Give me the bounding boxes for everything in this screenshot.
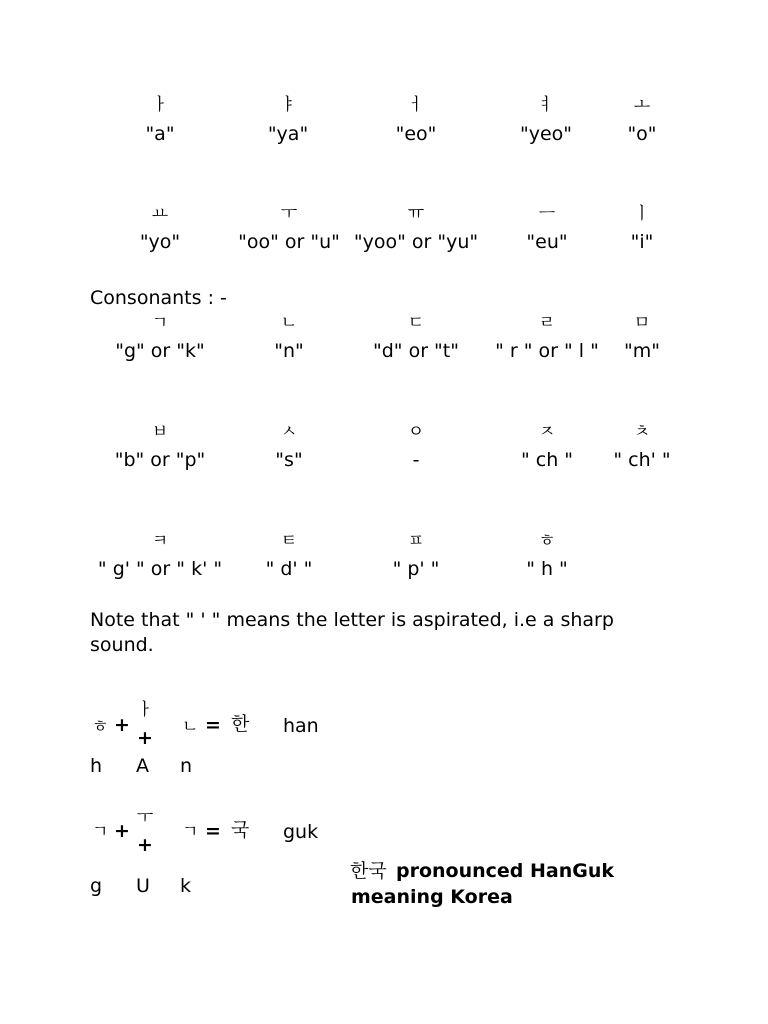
vowel-jamo: ㅏ	[151, 95, 169, 115]
vowel-jamo: ㅜ	[280, 204, 298, 224]
note-line-2: sound.	[90, 634, 154, 656]
vowel-romanization: "eu"	[526, 231, 568, 253]
consonant-jamo: ㅎ	[538, 531, 556, 551]
vowel-jamo: ㅑ	[279, 95, 297, 115]
consonants-heading: Consonants : -	[90, 287, 227, 309]
vowel-romanization: "eo"	[395, 123, 437, 145]
vowel-romanization: "a"	[145, 123, 175, 145]
han-letter-3: n	[180, 755, 193, 777]
consonant-romanization: "g" or "k"	[115, 340, 205, 362]
consonant-romanization: "s"	[275, 449, 303, 471]
consonant-jamo: ㅅ	[280, 422, 298, 442]
guk-initial-consonant: ㄱ	[92, 822, 109, 842]
consonant-romanization: " ch "	[520, 449, 574, 471]
consonant-jamo: ㅂ	[151, 422, 169, 442]
han-equals: =	[205, 714, 221, 736]
vowel-romanization: "o"	[627, 123, 657, 145]
han-romanization: han	[283, 715, 319, 737]
consonant-jamo: ㅌ	[280, 531, 298, 551]
han-final-consonant: ㄴ	[182, 717, 199, 737]
vowel-romanization: "i"	[630, 231, 654, 253]
vowel-jamo: ㅗ	[633, 95, 651, 115]
han-plus-2: +	[137, 727, 153, 749]
vowel-jamo: ㅠ	[407, 204, 425, 224]
vowel-romanization: "ya"	[267, 123, 309, 145]
consonant-romanization: "d" or "t"	[373, 340, 459, 362]
consonant-jamo: ㄴ	[280, 313, 298, 333]
consonant-jamo: ㅍ	[407, 531, 425, 551]
guk-letter-3: k	[180, 875, 192, 897]
consonant-romanization: "n"	[274, 340, 304, 362]
meaning-line: meaning Korea	[351, 886, 513, 908]
consonant-jamo: ㅋ	[151, 531, 169, 551]
consonant-romanization: " d' "	[265, 558, 313, 580]
han-initial-consonant: ㅎ	[92, 717, 109, 737]
consonant-romanization: " g' " or " k' "	[97, 558, 223, 580]
guk-final-consonant: ㄱ	[182, 822, 199, 842]
vowel-romanization: "oo" or "u"	[238, 231, 340, 253]
vowel-romanization: "yoo" or "yu"	[353, 231, 479, 253]
vowel-jamo: ㅣ	[633, 204, 651, 224]
consonant-romanization: " ch' "	[613, 449, 671, 471]
vowel-jamo: ㅓ	[407, 95, 425, 115]
guk-letter-1: g	[90, 875, 103, 897]
consonant-jamo: ㅊ	[633, 422, 651, 442]
han-vowel: ㅏ	[136, 700, 154, 720]
note-line-1: Note that " ' " means the letter is aspirated, i.e a sharp	[90, 609, 614, 631]
consonant-romanization: "m"	[624, 340, 660, 362]
guk-plus: +	[114, 820, 130, 842]
han-letter-1: h	[90, 755, 103, 777]
vowel-romanization: "yeo"	[519, 123, 573, 145]
han-plus: +	[114, 714, 130, 736]
guk-plus-2: +	[137, 834, 153, 856]
consonant-romanization: " h "	[526, 558, 568, 580]
pronunciation-line: pronounced HanGuk	[396, 860, 615, 882]
guk-romanization: guk	[283, 821, 319, 843]
guk-equals: =	[205, 820, 221, 842]
consonant-romanization: " p' "	[392, 558, 440, 580]
guk-vowel: ㅜ	[136, 808, 154, 828]
guk-letter-2: U	[136, 875, 150, 897]
consonant-romanization: " r " or " l "	[495, 340, 599, 362]
guk-syllable: 국	[231, 819, 250, 841]
consonant-jamo: ㅁ	[633, 313, 651, 333]
consonant-jamo: ㅇ	[407, 422, 425, 442]
vowel-jamo: ㅕ	[537, 95, 555, 115]
vowel-jamo: ㅡ	[538, 204, 556, 224]
han-letter-2: A	[136, 755, 149, 777]
consonant-jamo: ㄱ	[151, 313, 169, 333]
consonant-jamo: ㄹ	[538, 313, 556, 333]
consonant-jamo: ㄷ	[407, 313, 425, 333]
vowel-romanization: "yo"	[139, 231, 181, 253]
han-syllable: 한	[231, 713, 250, 735]
consonant-jamo: ㅈ	[538, 422, 556, 442]
korea-word: 한국	[350, 860, 387, 882]
vowel-jamo: ㅛ	[151, 204, 169, 224]
consonant-romanization: "b" or "p"	[114, 449, 206, 471]
consonant-romanization: -	[412, 449, 420, 471]
